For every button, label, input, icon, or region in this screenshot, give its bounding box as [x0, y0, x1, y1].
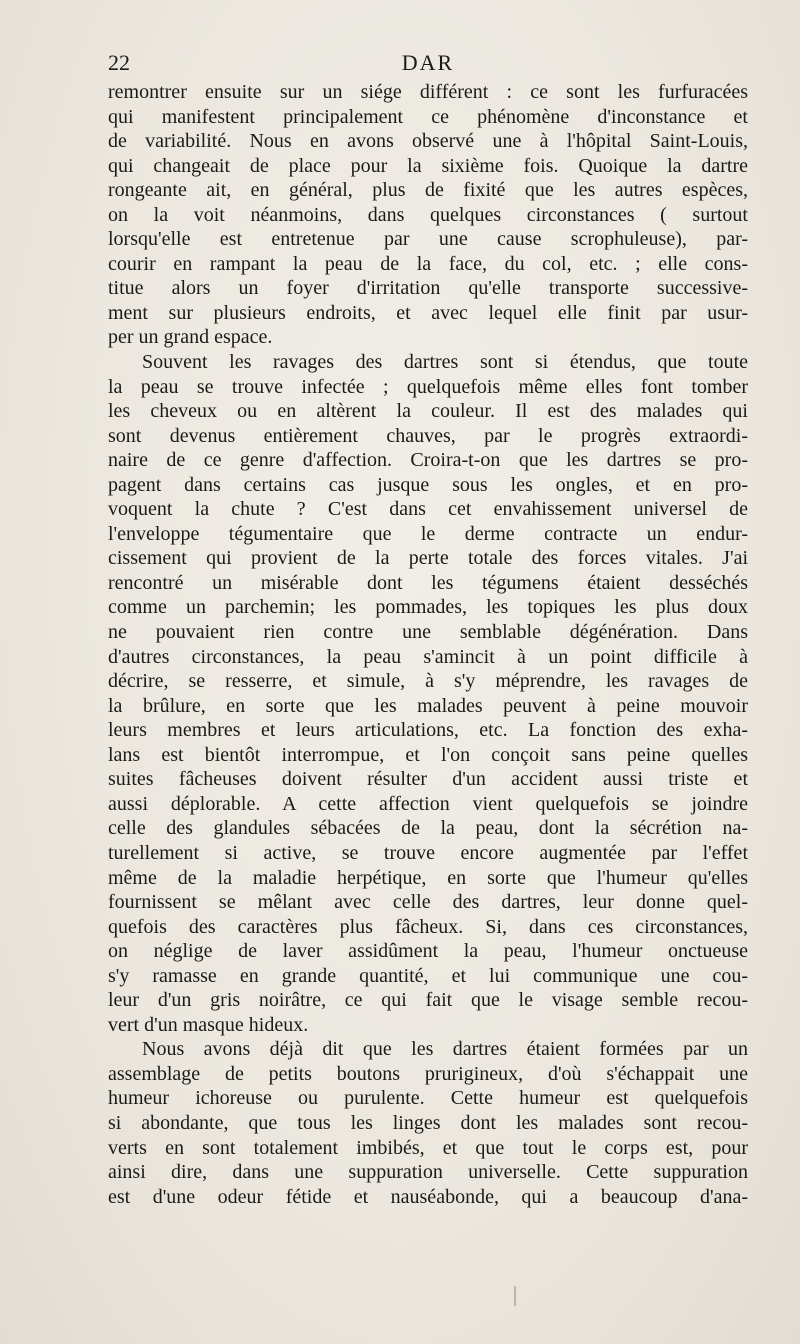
text-line: l'enveloppe tégumentaire que le derme contracte un endur-	[108, 522, 748, 545]
text-line: rencontré un misérable dont les tégumens étaient desséchés	[108, 571, 748, 594]
text-line: leur d'un gris noirâtre, ce qui fait que le visage semble recou-	[108, 989, 748, 1012]
text-line: comme un parchemin; les pommades, les topiques les plus doux	[108, 596, 748, 619]
text-line: lans est bientôt interrompue, et l'on conçoit sans peine quelles	[108, 743, 748, 766]
running-head: DAR	[401, 50, 455, 75]
text-line: on néglige de laver assidûment la peau, l'humeur onctueuse	[108, 940, 748, 963]
paragraph	[108, 1037, 748, 1209]
text-line: vert d'un masque hideux.	[108, 1013, 309, 1036]
paragraph	[108, 80, 748, 350]
text-line: humeur ichoreuse ou purulente. Cette humeur est quelquefois	[108, 1087, 748, 1110]
text-line: de variabilité. Nous en avons observé une à l'hôpital Saint-Louis,	[108, 130, 748, 153]
text-line: aussi déplorable. A cette affection vient quelquefois se joindre	[108, 792, 748, 815]
text-line: voquent la chute ? C'est dans cet envahissement universel de	[108, 498, 748, 521]
text-line: fournissent se mêlant avec celle des dartres, leur donne quel-	[108, 891, 748, 914]
text-line: les cheveux ou en altèrent la couleur. Il est des malades qui	[108, 400, 748, 423]
text-line: assemblage de petits boutons prurigineux, d'où s'échappait une	[108, 1062, 748, 1085]
page-number: 22	[108, 50, 130, 75]
text-line: on la voit néanmoins, dans quelques circonstances ( surtout	[108, 203, 748, 226]
text-line: leurs membres et leurs articulations, etc. La fonction des exha-	[108, 719, 748, 742]
text-line: même de la maladie herpétique, en sorte que l'humeur qu'elles	[108, 866, 748, 889]
page-header	[108, 48, 748, 78]
text-line: suites fâcheuses doivent résulter d'un accident aussi triste et	[108, 768, 748, 791]
paragraph	[108, 350, 748, 1037]
text-line: courir en rampant la peau de la face, du col, etc. ; elle cons-	[108, 252, 748, 275]
text-line: lorsqu'elle est entretenue par une cause scrophuleuse), par-	[108, 228, 748, 251]
text-line: ainsi dire, dans une suppuration universelle. Cette suppuration	[108, 1161, 748, 1184]
text-line: la peau se trouve infectée ; quelquefois même elles font tomber	[108, 375, 748, 398]
text-line: ne pouvaient rien contre une semblable dégénération. Dans	[108, 621, 748, 644]
body-text	[108, 80, 748, 1209]
text-line: titue alors un foyer d'irritation qu'elle transporte successive-	[108, 277, 748, 300]
text-line: cissement qui provient de la perte totale des forces vitales. J'ai	[108, 547, 748, 570]
text-line: s'y ramasse en grande quantité, et lui communique une cou-	[108, 964, 748, 987]
text-line: turellement si active, se trouve encore augmentée par l'effet	[108, 841, 748, 864]
text-line: Souvent les ravages des dartres sont si étendus, que toute	[142, 351, 748, 374]
text-line: verts en sont totalement imbibés, et que tout le corps est, pour	[108, 1136, 748, 1159]
text-line: quefois des caractères plus fâcheux. Si, dans ces circonstances,	[108, 915, 748, 938]
text-line: per un grand espace.	[108, 326, 273, 349]
text-line: est d'une odeur fétide et nauséabonde, qui a beaucoup d'ana-	[108, 1185, 748, 1208]
text-line: pagent dans certains cas jusque sous les ongles, et en pro-	[108, 473, 748, 496]
text-line: celle des glandules sébacées de la peau, dont la sécrétion na-	[108, 817, 748, 840]
text-line: rongeante ait, en général, plus de fixité que les autres espèces,	[108, 179, 748, 202]
text-line: qui manifestent principalement ce phénomène d'inconstance et	[108, 105, 748, 128]
text-line: la brûlure, en sorte que les malades peuvent à peine mouvoir	[108, 694, 748, 717]
text-line: si abondante, que tous les linges dont les malades sont recou-	[108, 1111, 748, 1134]
text-line: d'autres circonstances, la peau s'amincit à un point difficile à	[108, 645, 748, 668]
text-line: Nous avons déjà dit que les dartres étaient formées par un	[142, 1038, 748, 1061]
text-line: ment sur plusieurs endroits, et avec lequel elle finit par usur-	[108, 301, 748, 324]
text-line: qui changeait de place pour la sixième fois. Quoique la dartre	[108, 154, 748, 177]
text-line: naire de ce genre d'affection. Croira-t-on que les dartres se pro-	[108, 449, 748, 472]
margin-mark	[514, 1286, 516, 1306]
text-line: remontrer ensuite sur un siége différent : ce sont les furfuracées	[108, 81, 748, 103]
text-line: sont devenus entièrement chauves, par le progrès extraordi-	[108, 424, 748, 447]
text-line: décrire, se resserre, et simule, à s'y méprendre, les ravages de	[108, 670, 748, 693]
